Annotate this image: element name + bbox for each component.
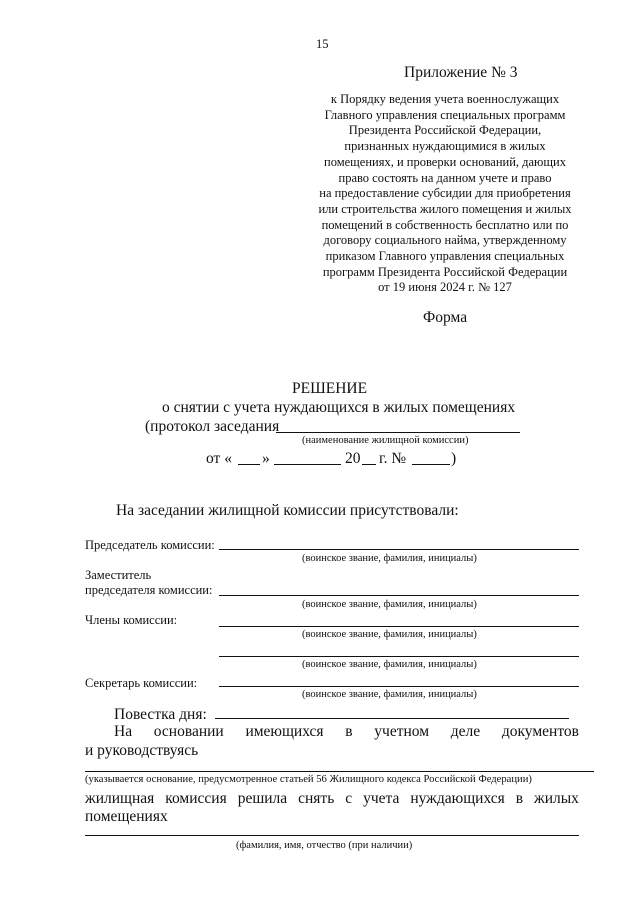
date-number-blank xyxy=(412,464,450,465)
appendix-line: Главного управления специальных программ xyxy=(324,107,566,122)
agenda-blank xyxy=(215,718,569,719)
attendance-heading: На заседании жилищной комиссии присутствовали: xyxy=(116,502,459,519)
basis-caption: (указывается основание, предусмотренное статьей 56 Жилищного кодекса Российской Федерации) xyxy=(85,774,532,785)
appendix-text xyxy=(300,92,590,296)
basis-word: учетном xyxy=(374,723,430,740)
date-ot: от « xyxy=(206,450,232,467)
resolution-word: в xyxy=(515,790,524,807)
secretary-label: Секретарь комиссии: xyxy=(85,676,198,690)
appendix-line: от 19 июня 2024 г. № 127 xyxy=(378,280,512,295)
appendix-line: к Порядку ведения учета военнослужащих xyxy=(330,92,560,106)
basis-line-2: и руководствуясь xyxy=(85,742,199,759)
resolution-word: снять xyxy=(298,790,335,807)
resolution-word: решила xyxy=(237,790,288,807)
secretary-caption: (воинское звание, фамилия, инициалы) xyxy=(302,689,477,700)
basis-word: имеющихся xyxy=(245,723,324,740)
resolution-word: нуждающихся xyxy=(410,790,505,807)
protocol-prefix: (протокол заседания xyxy=(145,418,280,435)
date-year: 20 xyxy=(345,450,361,467)
chairman-label: Председатель комиссии: xyxy=(85,538,215,552)
deputy-caption: (воинское звание, фамилия, инициалы) xyxy=(302,599,477,610)
member-2-caption: (воинское звание, фамилия, инициалы) xyxy=(302,659,477,670)
resolution-word: с xyxy=(345,790,353,807)
fio-blank xyxy=(85,835,579,836)
protocol-caption: (наименование жилищной комиссии) xyxy=(302,435,469,446)
date-g-no: г. № xyxy=(379,450,407,467)
form-label: Форма xyxy=(423,309,468,326)
member-2-blank xyxy=(219,656,579,657)
date-month-blank xyxy=(274,464,341,465)
member-1-caption: (воинское звание, фамилия, инициалы) xyxy=(302,629,477,640)
appendix-line: договору социального найма, утвержденному xyxy=(323,233,567,248)
basis-word: в xyxy=(345,723,353,740)
deputy-label-line1: Заместитель xyxy=(85,568,152,582)
member-1-blank xyxy=(219,626,579,627)
resolution-line-2: помещениях xyxy=(85,808,168,825)
page-number: 15 xyxy=(316,37,329,51)
chairman-caption: (воинское звание, фамилия, инициалы) xyxy=(302,553,477,564)
basis-line-1 xyxy=(114,723,579,741)
members-label: Члены комиссии: xyxy=(85,613,178,627)
appendix-line: помещениях, и проверки оснований, дающих xyxy=(324,154,566,169)
appendix-line: помещений в собственность бесплатно или по xyxy=(321,217,569,232)
appendix-line: или строительства жилого помещения и жилых xyxy=(318,201,572,216)
appendix-line: право состоять на данном учете и право xyxy=(338,170,552,185)
secretary-blank xyxy=(219,686,579,687)
fio-caption: (фамилия, имя, отчество (при наличии) xyxy=(236,840,413,851)
appendix-line: признанных нуждающимися в жилых xyxy=(344,139,546,154)
resolution-line-1 xyxy=(85,790,579,808)
resolution-word: жилых xyxy=(534,790,579,807)
basis-word: документов xyxy=(501,723,579,740)
decision-title: РЕШЕНИЕ xyxy=(292,380,368,397)
chairman-blank xyxy=(219,549,579,550)
protocol-blank xyxy=(276,432,520,433)
resolution-word: учета xyxy=(363,790,400,807)
deputy-blank xyxy=(219,595,579,596)
decision-subtitle: о снятии с учета нуждающихся в жилых помещениях xyxy=(162,399,516,416)
appendix-line: Президента Российской Федерации, xyxy=(348,123,542,138)
appendix-line: программ Президента Российской Федерации xyxy=(322,264,568,279)
resolution-word: комиссия xyxy=(165,790,227,807)
appendix-line: приказом Главного управления специальных xyxy=(325,249,565,264)
agenda-label: Повестка дня: xyxy=(114,706,207,723)
basis-blank xyxy=(85,771,594,772)
date-paren-close: ) xyxy=(451,450,457,467)
date-year-blank xyxy=(362,464,376,465)
basis-word: деле xyxy=(450,723,481,740)
basis-word: основании xyxy=(153,723,224,740)
appendix-title: Приложение № 3 xyxy=(404,64,518,81)
basis-word: На xyxy=(114,723,133,740)
appendix-line: на предоставление субсидии для приобретения xyxy=(319,186,571,201)
resolution-word: жилищная xyxy=(85,790,155,807)
date-quote-close: » xyxy=(262,450,270,467)
date-day-blank xyxy=(238,464,260,465)
deputy-label-line2: председателя комиссии: xyxy=(85,583,213,597)
